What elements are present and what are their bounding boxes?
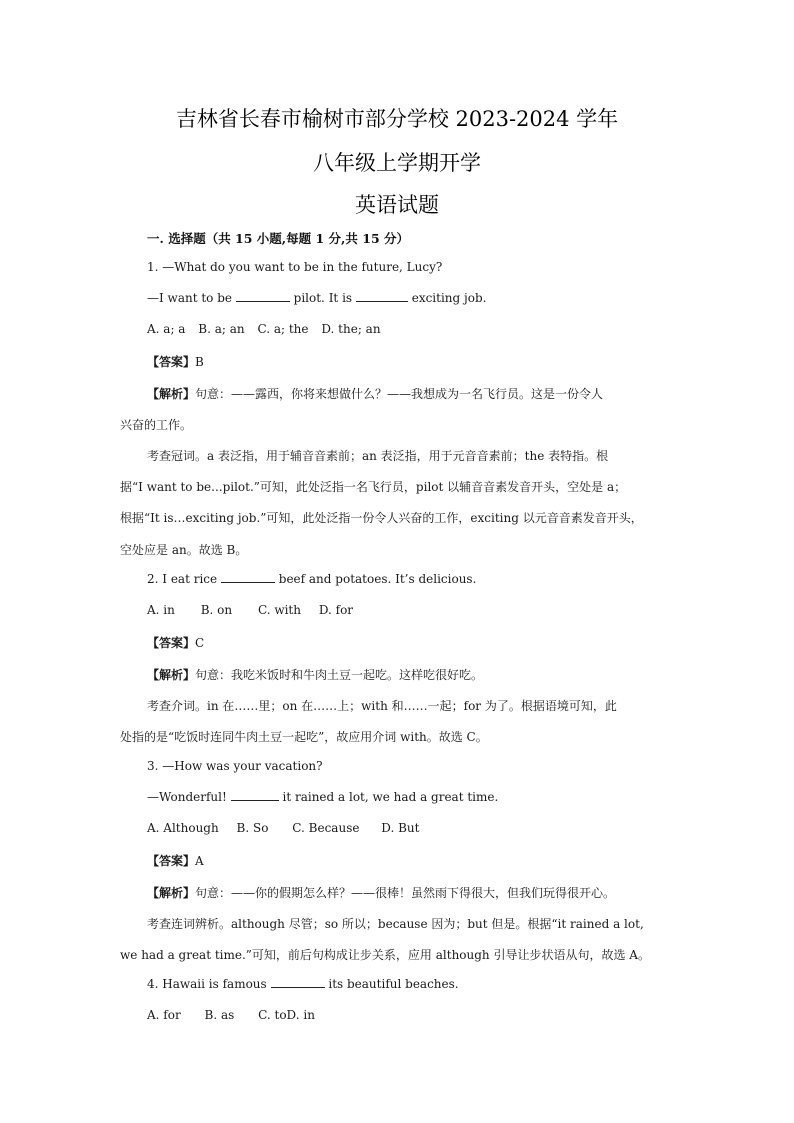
- question-2-options: [147, 603, 362, 617]
- question-1-explanation-2: 据“I want to be...pilot.”可知，此处泛指一名飞行员，pilot 以辅音音素发音开头，空处是 a；: [120, 480, 627, 494]
- question-1-explanation-1: 考查冠词。a 表泛指，用于辅音音素前；an 表泛指，用于元音音素前；the 表特指。根: [147, 449, 609, 463]
- question-2-explanation-1: 考查介词。in 在……里；on 在……上；with 和……一起；for 为了。根据语境可知，此: [147, 699, 617, 713]
- question-4-prompt: [147, 977, 459, 991]
- question-2-option-b: B. on: [200, 603, 233, 617]
- question-2-blank: [221, 572, 275, 583]
- question-1-option-b: B. a; an: [198, 322, 245, 336]
- question-1-answer: [147, 353, 204, 370]
- question-4-text-b: its beautiful beaches.: [328, 977, 459, 991]
- question-4-option-b: B. as: [204, 1008, 235, 1022]
- page-title: 吉林省长春市榆树市部分学校 2023-2024 学年: [175, 107, 619, 131]
- question-1-prompt: 1. —What do you want to be in the future, Lucy?: [147, 260, 443, 274]
- question-3-analysis: [147, 884, 615, 901]
- answer-label: 【答案】: [147, 355, 196, 369]
- question-1-text-a: —I want to be: [147, 291, 232, 305]
- page-subject: 英语试题: [355, 193, 439, 217]
- question-1-blank-1: [236, 291, 290, 302]
- question-1-blank-2: [356, 291, 408, 302]
- question-1-option-a: A. a; a: [147, 322, 186, 336]
- question-3-text-b: it rained a lot, we had a great time.: [282, 790, 499, 804]
- question-1-analysis: [147, 385, 603, 402]
- question-2-option-c: C. with: [257, 603, 301, 617]
- analysis-label: 【解析】: [147, 886, 196, 900]
- question-4-blank: [271, 977, 325, 988]
- question-3-prompt: 3. —How was your vacation?: [147, 759, 323, 773]
- question-3-blank: [231, 790, 279, 801]
- question-3-text-a: —Wonderful!: [147, 790, 227, 804]
- question-2-analysis-text: 句意：我吃米饭时和牛肉土豆一起吃。这样吃很好吃。: [195, 668, 484, 682]
- question-3-analysis-text: 句意：——你的假期怎么样？——很棒！虽然雨下得很大，但我们玩得很开心。: [195, 886, 616, 900]
- question-2-answer-value: C: [195, 636, 205, 650]
- question-2-explanation-2: 处指的是“吃饭时连同牛肉土豆一起吃”，故应用介词 with。故选 C。: [120, 730, 488, 744]
- answer-label: 【答案】: [147, 854, 196, 868]
- question-3-option-b: B. So: [236, 821, 269, 835]
- question-3-options: [147, 821, 428, 835]
- question-1-analysis-cont: 兴奋的工作。: [120, 418, 193, 432]
- question-2-answer: [147, 634, 204, 651]
- question-1-text-b: pilot. It is: [293, 291, 353, 305]
- question-4-option-cd: C. toD. in: [258, 1008, 315, 1022]
- question-2-analysis: [147, 666, 483, 683]
- question-3-option-c: C. Because: [292, 821, 360, 835]
- question-3-option-d: D. But: [381, 821, 420, 835]
- answer-label: 【答案】: [147, 636, 196, 650]
- question-3-explanation-1: 考查连词辨析。although 尽管；so 所以；because 因为；but 但是。根据“it rained a lot,: [147, 917, 644, 931]
- question-1-option-c: C. a; the: [257, 322, 309, 336]
- analysis-label: 【解析】: [147, 668, 196, 682]
- question-2-text-a: 2. I eat rice: [147, 572, 218, 586]
- question-1-explanation-3: 根据“It is…exciting job.”可知，此处泛指一份令人兴奋的工作，exciting 以元音音素发音开头，: [120, 511, 643, 525]
- page-subtitle: 八年级上学期开学: [313, 151, 481, 175]
- question-4-text-a: 4. Hawaii is famous: [147, 977, 267, 991]
- question-2-option-a: A. in: [147, 603, 175, 617]
- analysis-label: 【解析】: [147, 387, 196, 401]
- question-1-analysis-text: 句意：——露西，你将来想做什么？——我想成为一名飞行员。这是一份令人: [195, 387, 604, 401]
- question-3-dialogue: [147, 790, 498, 804]
- question-1-text-c: exciting job.: [411, 291, 487, 305]
- question-1-explanation-4: 空处应是 an。故选 B。: [120, 543, 248, 557]
- question-1-option-d: D. the; an: [321, 322, 381, 336]
- question-2-text-b: beef and potatoes. It’s delicious.: [278, 572, 477, 586]
- question-3-answer-value: A: [195, 854, 204, 868]
- question-4-options: [147, 1008, 324, 1022]
- section-heading: 一. 选择题（共 15 小题,每题 1 分,共 15 分）: [147, 231, 410, 246]
- question-4-option-a: A. for: [147, 1008, 181, 1022]
- question-3-explanation-2: we had a great time.”可知，前后句构成让步关系，应用 although 引导让步状语从句，故选 A。: [120, 948, 650, 962]
- question-1-answer-value: B: [195, 355, 204, 369]
- question-1-options: [147, 322, 390, 336]
- question-1-dialogue: [147, 291, 486, 305]
- question-3-answer: [147, 852, 204, 869]
- question-3-option-a: A. Although: [147, 821, 219, 835]
- question-2-option-d: D. for: [318, 603, 354, 617]
- question-2-prompt: [147, 572, 476, 586]
